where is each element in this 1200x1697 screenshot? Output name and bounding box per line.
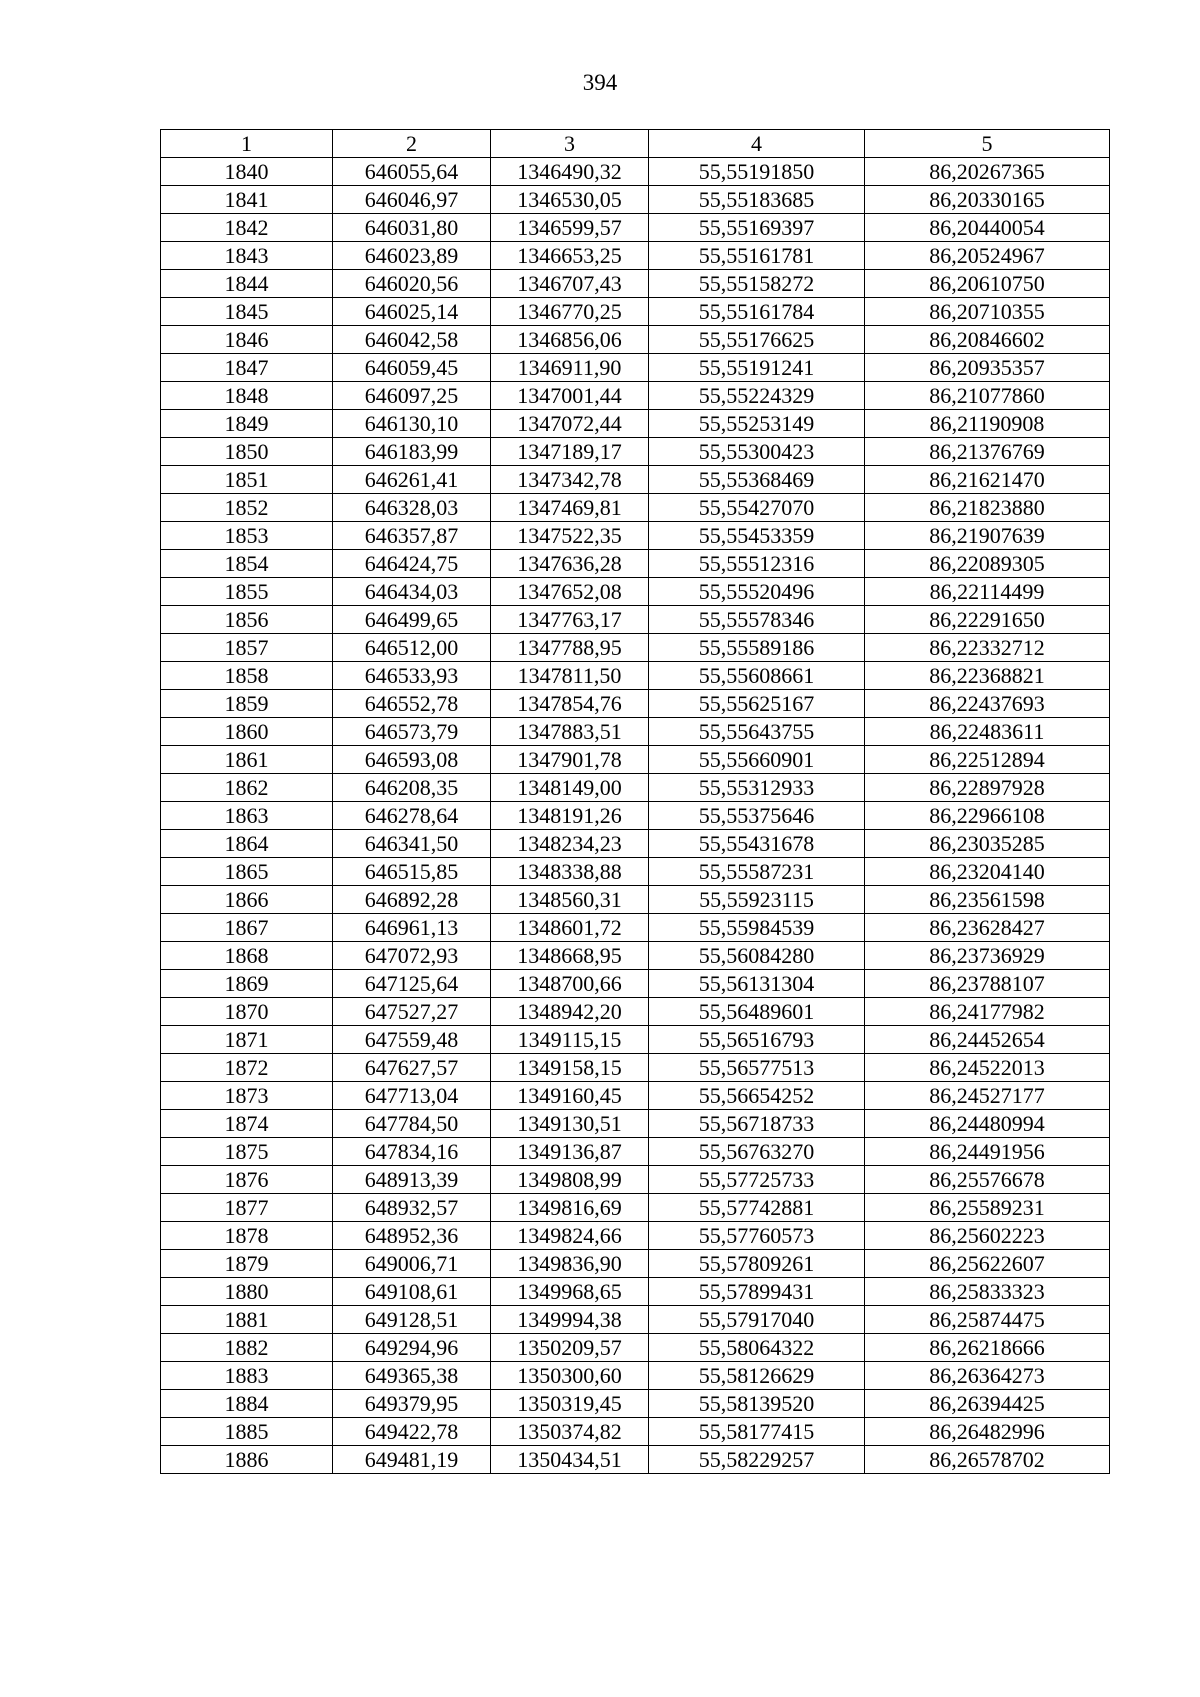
x-coordinate-cell: 646278,64 — [333, 802, 491, 830]
point-number-cell: 1851 — [161, 466, 333, 494]
y-coordinate-cell: 1349836,90 — [491, 1250, 649, 1278]
table-row — [161, 550, 1110, 578]
x-coordinate-cell: 649481,19 — [333, 1446, 491, 1474]
x-coordinate-cell: 647559,48 — [333, 1026, 491, 1054]
y-coordinate-cell: 1346599,57 — [491, 214, 649, 242]
table-row — [161, 494, 1110, 522]
x-coordinate-cell: 646552,78 — [333, 690, 491, 718]
y-coordinate-cell: 1350319,45 — [491, 1390, 649, 1418]
point-number-cell: 1858 — [161, 662, 333, 690]
point-number-cell: 1842 — [161, 214, 333, 242]
longitude-cell: 86,21190908 — [865, 410, 1110, 438]
longitude-cell: 86,22483611 — [865, 718, 1110, 746]
latitude-cell: 55,55520496 — [649, 578, 865, 606]
point-number-cell: 1857 — [161, 634, 333, 662]
longitude-cell: 86,21376769 — [865, 438, 1110, 466]
table-row — [161, 774, 1110, 802]
x-coordinate-cell: 646434,03 — [333, 578, 491, 606]
y-coordinate-cell: 1349115,15 — [491, 1026, 649, 1054]
x-coordinate-cell: 646515,85 — [333, 858, 491, 886]
latitude-cell: 55,55660901 — [649, 746, 865, 774]
longitude-cell: 86,20710355 — [865, 298, 1110, 326]
longitude-cell: 86,25874475 — [865, 1306, 1110, 1334]
latitude-cell: 55,58139520 — [649, 1390, 865, 1418]
y-coordinate-cell: 1347522,35 — [491, 522, 649, 550]
x-coordinate-cell: 646055,64 — [333, 158, 491, 186]
y-coordinate-cell: 1347636,28 — [491, 550, 649, 578]
point-number-cell: 1879 — [161, 1250, 333, 1278]
longitude-cell: 86,24491956 — [865, 1138, 1110, 1166]
latitude-cell: 55,55427070 — [649, 494, 865, 522]
column-header-3: 3 — [491, 130, 649, 158]
point-number-cell: 1854 — [161, 550, 333, 578]
longitude-cell: 86,20935357 — [865, 354, 1110, 382]
table-row — [161, 1110, 1110, 1138]
longitude-cell: 86,22897928 — [865, 774, 1110, 802]
latitude-cell: 55,55176625 — [649, 326, 865, 354]
x-coordinate-cell: 646025,14 — [333, 298, 491, 326]
table-row — [161, 998, 1110, 1026]
point-number-cell: 1873 — [161, 1082, 333, 1110]
latitude-cell: 55,55169397 — [649, 214, 865, 242]
point-number-cell: 1884 — [161, 1390, 333, 1418]
y-coordinate-cell: 1348942,20 — [491, 998, 649, 1026]
table-row — [161, 214, 1110, 242]
y-coordinate-cell: 1347854,76 — [491, 690, 649, 718]
latitude-cell: 55,58229257 — [649, 1446, 865, 1474]
point-number-cell: 1870 — [161, 998, 333, 1026]
table-row — [161, 1362, 1110, 1390]
x-coordinate-cell: 647072,93 — [333, 942, 491, 970]
table-row — [161, 802, 1110, 830]
table-row — [161, 578, 1110, 606]
point-number-cell: 1880 — [161, 1278, 333, 1306]
table-row — [161, 886, 1110, 914]
latitude-cell: 55,55191241 — [649, 354, 865, 382]
table-row — [161, 1166, 1110, 1194]
x-coordinate-cell: 649422,78 — [333, 1418, 491, 1446]
longitude-cell: 86,26578702 — [865, 1446, 1110, 1474]
table-row — [161, 718, 1110, 746]
x-coordinate-cell: 648913,39 — [333, 1166, 491, 1194]
x-coordinate-cell: 646357,87 — [333, 522, 491, 550]
longitude-cell: 86,22512894 — [865, 746, 1110, 774]
y-coordinate-cell: 1349130,51 — [491, 1110, 649, 1138]
point-number-cell: 1863 — [161, 802, 333, 830]
point-number-cell: 1844 — [161, 270, 333, 298]
y-coordinate-cell: 1347469,81 — [491, 494, 649, 522]
latitude-cell: 55,55431678 — [649, 830, 865, 858]
latitude-cell: 55,55578346 — [649, 606, 865, 634]
y-coordinate-cell: 1348191,26 — [491, 802, 649, 830]
longitude-cell: 86,20524967 — [865, 242, 1110, 270]
table-row — [161, 1194, 1110, 1222]
y-coordinate-cell: 1349160,45 — [491, 1082, 649, 1110]
x-coordinate-cell: 648952,36 — [333, 1222, 491, 1250]
latitude-cell: 55,56516793 — [649, 1026, 865, 1054]
y-coordinate-cell: 1347901,78 — [491, 746, 649, 774]
point-number-cell: 1886 — [161, 1446, 333, 1474]
x-coordinate-cell: 646059,45 — [333, 354, 491, 382]
table-row — [161, 1222, 1110, 1250]
longitude-cell: 86,25622607 — [865, 1250, 1110, 1278]
table-row — [161, 1278, 1110, 1306]
point-number-cell: 1882 — [161, 1334, 333, 1362]
point-number-cell: 1855 — [161, 578, 333, 606]
table-row — [161, 914, 1110, 942]
x-coordinate-cell: 649365,38 — [333, 1362, 491, 1390]
x-coordinate-cell: 646892,28 — [333, 886, 491, 914]
longitude-cell: 86,24480994 — [865, 1110, 1110, 1138]
y-coordinate-cell: 1348338,88 — [491, 858, 649, 886]
point-number-cell: 1871 — [161, 1026, 333, 1054]
point-number-cell: 1874 — [161, 1110, 333, 1138]
point-number-cell: 1867 — [161, 914, 333, 942]
longitude-cell: 86,22437693 — [865, 690, 1110, 718]
x-coordinate-cell: 646097,25 — [333, 382, 491, 410]
y-coordinate-cell: 1350209,57 — [491, 1334, 649, 1362]
table-row — [161, 438, 1110, 466]
point-number-cell: 1843 — [161, 242, 333, 270]
x-coordinate-cell: 646020,56 — [333, 270, 491, 298]
latitude-cell: 55,58064322 — [649, 1334, 865, 1362]
x-coordinate-cell: 649379,95 — [333, 1390, 491, 1418]
longitude-cell: 86,25602223 — [865, 1222, 1110, 1250]
y-coordinate-cell: 1346707,43 — [491, 270, 649, 298]
latitude-cell: 55,56577513 — [649, 1054, 865, 1082]
longitude-cell: 86,26394425 — [865, 1390, 1110, 1418]
y-coordinate-cell: 1347763,17 — [491, 606, 649, 634]
table-row — [161, 270, 1110, 298]
x-coordinate-cell: 647125,64 — [333, 970, 491, 998]
longitude-cell: 86,22291650 — [865, 606, 1110, 634]
y-coordinate-cell: 1349136,87 — [491, 1138, 649, 1166]
latitude-cell: 55,58126629 — [649, 1362, 865, 1390]
latitude-cell: 55,55312933 — [649, 774, 865, 802]
y-coordinate-cell: 1346856,06 — [491, 326, 649, 354]
x-coordinate-cell: 646533,93 — [333, 662, 491, 690]
point-number-cell: 1876 — [161, 1166, 333, 1194]
x-coordinate-cell: 647784,50 — [333, 1110, 491, 1138]
column-header-2: 2 — [333, 130, 491, 158]
point-number-cell: 1883 — [161, 1362, 333, 1390]
table-row — [161, 1390, 1110, 1418]
longitude-cell: 86,20330165 — [865, 186, 1110, 214]
latitude-cell: 55,55300423 — [649, 438, 865, 466]
longitude-cell: 86,23736929 — [865, 942, 1110, 970]
latitude-cell: 55,56763270 — [649, 1138, 865, 1166]
table-row — [161, 242, 1110, 270]
table-row — [161, 354, 1110, 382]
x-coordinate-cell: 646499,65 — [333, 606, 491, 634]
x-coordinate-cell: 649128,51 — [333, 1306, 491, 1334]
longitude-cell: 86,21907639 — [865, 522, 1110, 550]
y-coordinate-cell: 1349816,69 — [491, 1194, 649, 1222]
table-row — [161, 1306, 1110, 1334]
point-number-cell: 1845 — [161, 298, 333, 326]
point-number-cell: 1865 — [161, 858, 333, 886]
page-number: 394 — [582, 70, 618, 95]
point-number-cell: 1852 — [161, 494, 333, 522]
longitude-cell: 86,24177982 — [865, 998, 1110, 1026]
latitude-cell: 55,57760573 — [649, 1222, 865, 1250]
latitude-cell: 55,55625167 — [649, 690, 865, 718]
y-coordinate-cell: 1347001,44 — [491, 382, 649, 410]
table-row — [161, 298, 1110, 326]
latitude-cell: 55,55923115 — [649, 886, 865, 914]
longitude-cell: 86,23561598 — [865, 886, 1110, 914]
longitude-cell: 86,24452654 — [865, 1026, 1110, 1054]
longitude-cell: 86,24522013 — [865, 1054, 1110, 1082]
table-row — [161, 158, 1110, 186]
table-row — [161, 942, 1110, 970]
point-number-cell: 1856 — [161, 606, 333, 634]
coordinates-table — [160, 129, 1110, 1474]
x-coordinate-cell: 646183,99 — [333, 438, 491, 466]
y-coordinate-cell: 1349824,66 — [491, 1222, 649, 1250]
point-number-cell: 1868 — [161, 942, 333, 970]
y-coordinate-cell: 1346770,25 — [491, 298, 649, 326]
x-coordinate-cell: 647834,16 — [333, 1138, 491, 1166]
y-coordinate-cell: 1346911,90 — [491, 354, 649, 382]
latitude-cell: 55,57742881 — [649, 1194, 865, 1222]
longitude-cell: 86,23035285 — [865, 830, 1110, 858]
longitude-cell: 86,20440054 — [865, 214, 1110, 242]
table-row — [161, 746, 1110, 774]
point-number-cell: 1841 — [161, 186, 333, 214]
longitude-cell: 86,22368821 — [865, 662, 1110, 690]
longitude-cell: 86,20610750 — [865, 270, 1110, 298]
table-row — [161, 970, 1110, 998]
point-number-cell: 1862 — [161, 774, 333, 802]
latitude-cell: 55,55191850 — [649, 158, 865, 186]
x-coordinate-cell: 646573,79 — [333, 718, 491, 746]
point-number-cell: 1848 — [161, 382, 333, 410]
x-coordinate-cell: 646046,97 — [333, 186, 491, 214]
table-row — [161, 326, 1110, 354]
x-coordinate-cell: 646208,35 — [333, 774, 491, 802]
y-coordinate-cell: 1349808,99 — [491, 1166, 649, 1194]
latitude-cell: 55,55512316 — [649, 550, 865, 578]
table-row — [161, 690, 1110, 718]
point-number-cell: 1850 — [161, 438, 333, 466]
longitude-cell: 86,22089305 — [865, 550, 1110, 578]
point-number-cell: 1849 — [161, 410, 333, 438]
latitude-cell: 55,55224329 — [649, 382, 865, 410]
x-coordinate-cell: 649006,71 — [333, 1250, 491, 1278]
y-coordinate-cell: 1347342,78 — [491, 466, 649, 494]
latitude-cell: 55,55589186 — [649, 634, 865, 662]
x-coordinate-cell: 646512,00 — [333, 634, 491, 662]
x-coordinate-cell: 646130,10 — [333, 410, 491, 438]
column-header-4: 4 — [649, 130, 865, 158]
y-coordinate-cell: 1348668,95 — [491, 942, 649, 970]
column-header-5: 5 — [865, 130, 1110, 158]
longitude-cell: 86,21621470 — [865, 466, 1110, 494]
point-number-cell: 1877 — [161, 1194, 333, 1222]
x-coordinate-cell: 647627,57 — [333, 1054, 491, 1082]
point-number-cell: 1872 — [161, 1054, 333, 1082]
point-number-cell: 1861 — [161, 746, 333, 774]
latitude-cell: 55,58177415 — [649, 1418, 865, 1446]
x-coordinate-cell: 646424,75 — [333, 550, 491, 578]
table-row — [161, 410, 1110, 438]
x-coordinate-cell: 646023,89 — [333, 242, 491, 270]
table-row — [161, 634, 1110, 662]
table-row — [161, 466, 1110, 494]
longitude-cell: 86,21823880 — [865, 494, 1110, 522]
point-number-cell: 1875 — [161, 1138, 333, 1166]
latitude-cell: 55,57917040 — [649, 1306, 865, 1334]
x-coordinate-cell: 649108,61 — [333, 1278, 491, 1306]
point-number-cell: 1878 — [161, 1222, 333, 1250]
latitude-cell: 55,57725733 — [649, 1166, 865, 1194]
x-coordinate-cell: 646593,08 — [333, 746, 491, 774]
column-header-1: 1 — [161, 130, 333, 158]
longitude-cell: 86,24527177 — [865, 1082, 1110, 1110]
y-coordinate-cell: 1349994,38 — [491, 1306, 649, 1334]
latitude-cell: 55,55368469 — [649, 466, 865, 494]
table-row — [161, 662, 1110, 690]
longitude-cell: 86,22332712 — [865, 634, 1110, 662]
y-coordinate-cell: 1350300,60 — [491, 1362, 649, 1390]
longitude-cell: 86,25833323 — [865, 1278, 1110, 1306]
table-row — [161, 522, 1110, 550]
table-row — [161, 1082, 1110, 1110]
x-coordinate-cell: 646961,13 — [333, 914, 491, 942]
table-body — [161, 158, 1110, 1474]
table-row — [161, 858, 1110, 886]
x-coordinate-cell: 649294,96 — [333, 1334, 491, 1362]
longitude-cell: 86,20846602 — [865, 326, 1110, 354]
longitude-cell: 86,21077860 — [865, 382, 1110, 410]
table-row — [161, 1334, 1110, 1362]
point-number-cell: 1846 — [161, 326, 333, 354]
latitude-cell: 55,56489601 — [649, 998, 865, 1026]
table-row — [161, 830, 1110, 858]
x-coordinate-cell: 646341,50 — [333, 830, 491, 858]
table-header-row — [161, 130, 1110, 158]
x-coordinate-cell: 646042,58 — [333, 326, 491, 354]
y-coordinate-cell: 1348700,66 — [491, 970, 649, 998]
y-coordinate-cell: 1346530,05 — [491, 186, 649, 214]
longitude-cell: 86,26364273 — [865, 1362, 1110, 1390]
latitude-cell: 55,55587231 — [649, 858, 865, 886]
latitude-cell: 55,56718733 — [649, 1110, 865, 1138]
longitude-cell: 86,25589231 — [865, 1194, 1110, 1222]
x-coordinate-cell: 646031,80 — [333, 214, 491, 242]
latitude-cell: 55,55253149 — [649, 410, 865, 438]
y-coordinate-cell: 1347811,50 — [491, 662, 649, 690]
y-coordinate-cell: 1350374,82 — [491, 1418, 649, 1446]
point-number-cell: 1885 — [161, 1418, 333, 1446]
y-coordinate-cell: 1347788,95 — [491, 634, 649, 662]
longitude-cell: 86,20267365 — [865, 158, 1110, 186]
y-coordinate-cell: 1347883,51 — [491, 718, 649, 746]
latitude-cell: 55,56654252 — [649, 1082, 865, 1110]
point-number-cell: 1840 — [161, 158, 333, 186]
latitude-cell: 55,57899431 — [649, 1278, 865, 1306]
y-coordinate-cell: 1347189,17 — [491, 438, 649, 466]
table-row — [161, 1138, 1110, 1166]
table-row — [161, 1446, 1110, 1474]
latitude-cell: 55,55375646 — [649, 802, 865, 830]
x-coordinate-cell: 646328,03 — [333, 494, 491, 522]
table-row — [161, 606, 1110, 634]
y-coordinate-cell: 1349158,15 — [491, 1054, 649, 1082]
table-row — [161, 1026, 1110, 1054]
point-number-cell: 1853 — [161, 522, 333, 550]
y-coordinate-cell: 1348601,72 — [491, 914, 649, 942]
point-number-cell: 1860 — [161, 718, 333, 746]
longitude-cell: 86,25576678 — [865, 1166, 1110, 1194]
point-number-cell: 1859 — [161, 690, 333, 718]
point-number-cell: 1847 — [161, 354, 333, 382]
y-coordinate-cell: 1346490,32 — [491, 158, 649, 186]
table-row — [161, 186, 1110, 214]
longitude-cell: 86,22114499 — [865, 578, 1110, 606]
longitude-cell: 86,23204140 — [865, 858, 1110, 886]
latitude-cell: 55,55608661 — [649, 662, 865, 690]
point-number-cell: 1869 — [161, 970, 333, 998]
y-coordinate-cell: 1350434,51 — [491, 1446, 649, 1474]
latitude-cell: 55,55161784 — [649, 298, 865, 326]
latitude-cell: 55,57809261 — [649, 1250, 865, 1278]
longitude-cell: 86,23788107 — [865, 970, 1110, 998]
table-row — [161, 1054, 1110, 1082]
x-coordinate-cell: 646261,41 — [333, 466, 491, 494]
x-coordinate-cell: 648932,57 — [333, 1194, 491, 1222]
latitude-cell: 55,55183685 — [649, 186, 865, 214]
y-coordinate-cell: 1348560,31 — [491, 886, 649, 914]
y-coordinate-cell: 1348149,00 — [491, 774, 649, 802]
x-coordinate-cell: 647527,27 — [333, 998, 491, 1026]
latitude-cell: 55,55643755 — [649, 718, 865, 746]
y-coordinate-cell: 1347652,08 — [491, 578, 649, 606]
latitude-cell: 55,56084280 — [649, 942, 865, 970]
latitude-cell: 55,55161781 — [649, 242, 865, 270]
y-coordinate-cell: 1346653,25 — [491, 242, 649, 270]
latitude-cell: 55,55453359 — [649, 522, 865, 550]
table-row — [161, 382, 1110, 410]
point-number-cell: 1881 — [161, 1306, 333, 1334]
longitude-cell: 86,26482996 — [865, 1418, 1110, 1446]
latitude-cell: 55,55984539 — [649, 914, 865, 942]
table-row — [161, 1418, 1110, 1446]
longitude-cell: 86,22966108 — [865, 802, 1110, 830]
table-row — [161, 1250, 1110, 1278]
x-coordinate-cell: 647713,04 — [333, 1082, 491, 1110]
point-number-cell: 1864 — [161, 830, 333, 858]
latitude-cell: 55,56131304 — [649, 970, 865, 998]
longitude-cell: 86,23628427 — [865, 914, 1110, 942]
longitude-cell: 86,26218666 — [865, 1334, 1110, 1362]
y-coordinate-cell: 1348234,23 — [491, 830, 649, 858]
point-number-cell: 1866 — [161, 886, 333, 914]
latitude-cell: 55,55158272 — [649, 270, 865, 298]
y-coordinate-cell: 1347072,44 — [491, 410, 649, 438]
y-coordinate-cell: 1349968,65 — [491, 1278, 649, 1306]
